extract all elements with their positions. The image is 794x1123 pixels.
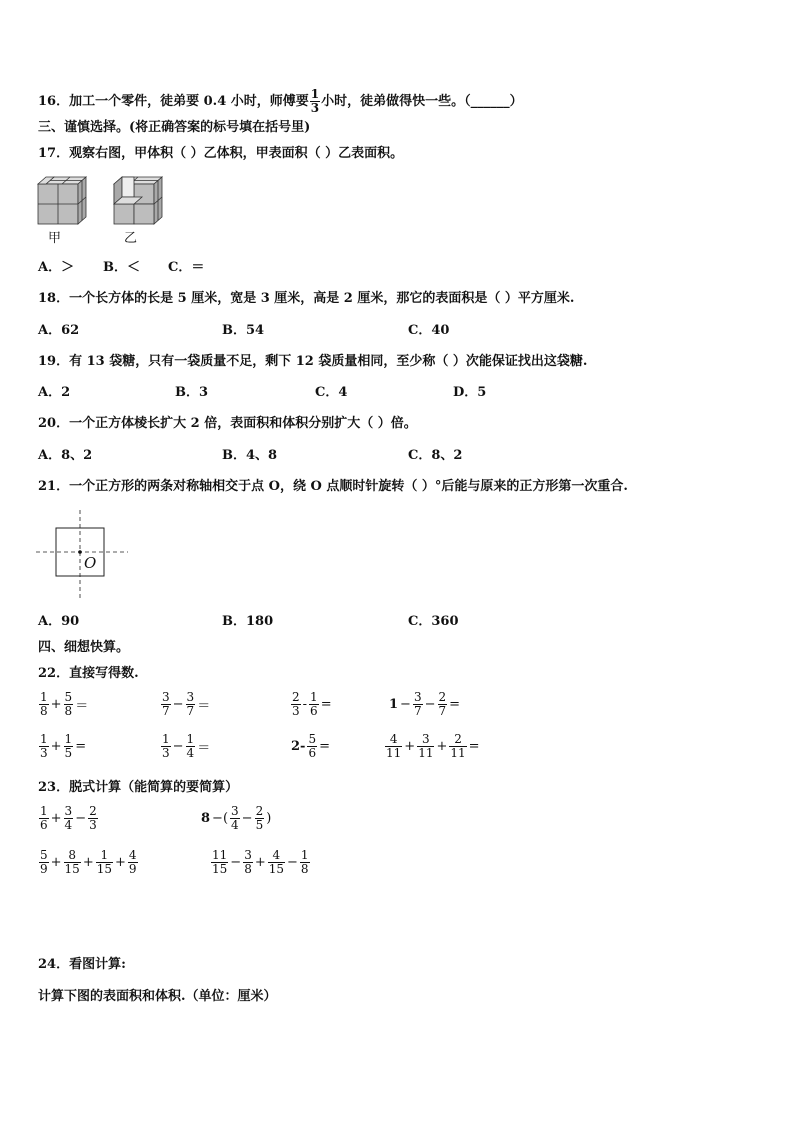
q20-option-a[interactable]: A．8、2 bbox=[38, 448, 93, 463]
question-20-text: 20．一个正方体棱长扩大 2 倍，表面积和体积分别扩大（ ）倍。 bbox=[38, 416, 417, 431]
question-21-text: 21．一个正方形的两条对称轴相交于点 O，绕 O 点顺时针旋转（ ）°后能与原来的正方形第一次重合. bbox=[38, 479, 628, 494]
q21-option-c[interactable]: C．360 bbox=[408, 614, 459, 629]
label-point-o: O bbox=[84, 554, 97, 572]
q21-option-a[interactable]: A．90 bbox=[38, 614, 80, 629]
q18-option-a[interactable]: A．62 bbox=[38, 323, 80, 338]
q23-expr-4: $\frac{11}{15}$ − $\frac{3}{8}$ + $\frac{4}{15}$ − $\frac{1}{8}$ bbox=[212, 848, 309, 876]
q18-option-b[interactable]: B．54 bbox=[222, 323, 265, 338]
q21-option-b[interactable]: B．180 bbox=[222, 614, 274, 629]
q19-option-b[interactable]: B．3 bbox=[175, 385, 209, 400]
label-yi: 乙 bbox=[124, 231, 138, 246]
q17-cube-figures bbox=[36, 174, 176, 234]
q17-option-a[interactable]: A．＞ bbox=[38, 260, 75, 275]
q22-expr-1: $\frac{1}{8}$ + $\frac{5}{8}$ ＝ bbox=[40, 690, 89, 718]
q22-expr-6: $\frac{1}{3}$ − $\frac{1}{4}$ ＝ bbox=[162, 732, 211, 760]
q22-expr-8: $\frac{4}{11}$ + $\frac{3}{11}$ + $\frac{2}{11}$ = bbox=[386, 732, 480, 760]
question-24-text: 计算下图的表面积和体积.（单位：厘米） bbox=[38, 989, 277, 1004]
question-23-title: 23．脱式计算（能简算的要简算） bbox=[38, 780, 239, 795]
q20-option-b[interactable]: B．4、8 bbox=[222, 448, 278, 463]
q22-expr-7: 2- $\frac{5}{6}$ = bbox=[291, 732, 330, 760]
q17-option-b[interactable]: B．＜ bbox=[103, 260, 140, 275]
q16-answer-blank[interactable]: ______ bbox=[470, 94, 510, 109]
q19-option-c[interactable]: C．4 bbox=[315, 385, 348, 400]
section-4-title: 四、细想快算。 bbox=[38, 640, 130, 655]
q22-expr-2: $\frac{3}{7}$ − $\frac{3}{7}$ ＝ bbox=[162, 690, 211, 718]
q23-expr-3: $\frac{5}{9}$ + $\frac{8}{15}$ + $\frac{1}{15}$ + $\frac{4}{9}$ bbox=[40, 848, 137, 876]
q22-expr-3: $\frac{2}{3}$ - $\frac{1}{6}$ = bbox=[292, 690, 332, 718]
cube-jia bbox=[38, 177, 86, 224]
question-19-text: 19．有 13 袋糖，只有一袋质量不足，剩下 12 袋质量相同，至少称（ ）次能保证找出这袋糖. bbox=[38, 354, 588, 369]
q16-text-pre: 16．加工一个零件，徒弟要 0.4 小时，师傅要 bbox=[38, 94, 309, 109]
question-17-text: 17．观察右图，甲体积（ ）乙体积，甲表面积（ ）乙表面积。 bbox=[38, 146, 404, 161]
q23-expr-2: 8 −( $\frac{3}{4}$ − $\frac{2}{5}$ ) bbox=[201, 804, 272, 832]
q23-expr-1: $\frac{1}{6}$ + $\frac{3}{4}$ − $\frac{2}{3}$ bbox=[40, 804, 97, 832]
cube-yi bbox=[114, 177, 162, 224]
question-18-text: 18．一个长方体的长是 5 厘米，宽是 3 厘米，高是 2 厘米，那它的表面积是（ ）平方厘米. bbox=[38, 291, 575, 306]
q19-option-d[interactable]: D．5 bbox=[453, 385, 487, 400]
question-16: 16．加工一个零件，徒弟要 0.4 小时，师傅要 $\frac{1}{3}$ 小时，徒弟做得快一些。（______） bbox=[38, 87, 523, 115]
q16-fraction: $\frac{1}{3}$ bbox=[310, 87, 320, 115]
q17-option-c[interactable]: C．＝ bbox=[168, 260, 205, 275]
q20-option-c[interactable]: C．8、2 bbox=[408, 448, 463, 463]
question-22-title: 22．直接写得数. bbox=[38, 666, 139, 681]
label-jia: 甲 bbox=[48, 231, 62, 246]
section-3-title: 三、谨慎选择。(将正确答案的标号填在括号里) bbox=[38, 120, 311, 135]
q19-option-a[interactable]: A．2 bbox=[38, 385, 71, 400]
q18-option-c[interactable]: C．40 bbox=[408, 323, 450, 338]
q22-expr-4: 1 − $\frac{3}{7}$ − $\frac{2}{7}$ = bbox=[389, 690, 461, 718]
q16-text-post: 小时，徒弟做得快一些。（ bbox=[321, 94, 471, 109]
question-24-title: 24．看图计算: bbox=[38, 957, 126, 972]
q22-expr-5: $\frac{1}{3}$ + $\frac{1}{5}$ = bbox=[40, 732, 87, 760]
